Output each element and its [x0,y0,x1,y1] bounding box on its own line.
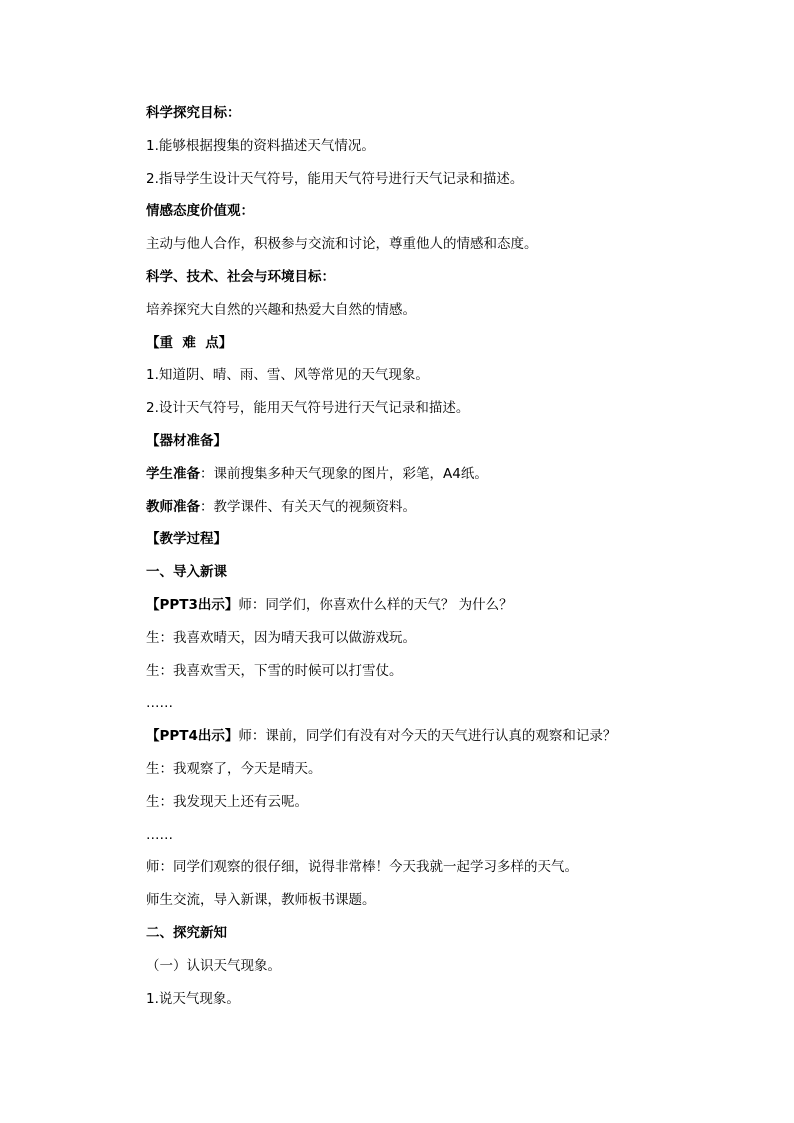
paragraph: 2.指导学生设计天气符号，能用天气符号进行天气记录和描述。 [146,170,524,187]
heading-science-goal: 科学探究目标： [146,105,241,121]
paragraph: 生：我喜欢雪天，下雪的时候可以打雪仗。 [146,662,403,679]
heading-introduction: 一、导入新课 [146,564,227,581]
paragraph-student-prep [146,458,666,491]
paragraph: 培养探究大自然的兴趣和热爱大自然的情感。 [146,301,416,318]
text-ppt3: 师：同学们，你喜欢什么样的天气？ 为什么？ [238,596,513,613]
label-teacher-prep: 教师准备 [146,498,200,515]
paragraph: （一）认识天气现象。 [146,957,281,974]
paragraph-teacher-prep [146,491,666,524]
paragraph: 2.设计天气符号，能用天气符号进行天气记录和描述。 [146,400,470,417]
paragraph: 生：我喜欢晴天，因为晴天我可以做游戏玩。 [146,629,416,646]
heading-emotion-values: 情感态度价值观： [146,203,254,220]
label-ppt3: 【PPT3出示】 [146,596,239,613]
paragraph: 1.说天气现象。 [146,990,240,1007]
text-teacher-prep: ：教学课件、有关天气的视频资料。 [200,498,416,515]
paragraph: 生：我发现天上还有云呢。 [146,793,308,810]
paragraph: 生：我观察了，今天是晴天。 [146,760,322,777]
heading-equipment: 【器材准备】 [146,432,227,449]
label-ppt4: 【PPT4出示】 [146,728,239,745]
heading-sts-goal: 科学、技术、社会与环境目标： [146,268,335,285]
heading-teaching-process: 【教学过程】 [146,531,227,548]
paragraph: 1.能够根据搜集的资料描述天气情况。 [146,137,375,154]
document-page [146,97,666,1015]
ellipsis: …… [146,826,173,843]
text-ppt4: 师：课前，同学们有没有对今天的天气进行认真的观察和记录？ [238,728,617,745]
text-student-prep: ：课前搜集多种天气现象的图片，彩笔，A4纸。 [200,465,488,482]
ellipsis: …… [146,695,173,712]
heading-explore: 二、探究新知 [146,924,227,941]
label-student-prep: 学生准备 [146,465,200,482]
paragraph: 师生交流，导入新课，教师板书课题。 [146,892,376,909]
paragraph-ppt3 [146,589,666,622]
paragraph: 师：同学们观察的很仔细，说得非常棒！今天我就一起学习多样的天气。 [146,859,578,876]
paragraph-ppt4 [146,720,666,753]
paragraph: 1.知道阴、晴、雨、雪、风等常见的天气现象。 [146,367,429,384]
paragraph: 主动与他人合作，积极参与交流和讨论，尊重他人的情感和态度。 [146,236,538,253]
heading-key-points: 【重 难 点】 [146,334,233,351]
